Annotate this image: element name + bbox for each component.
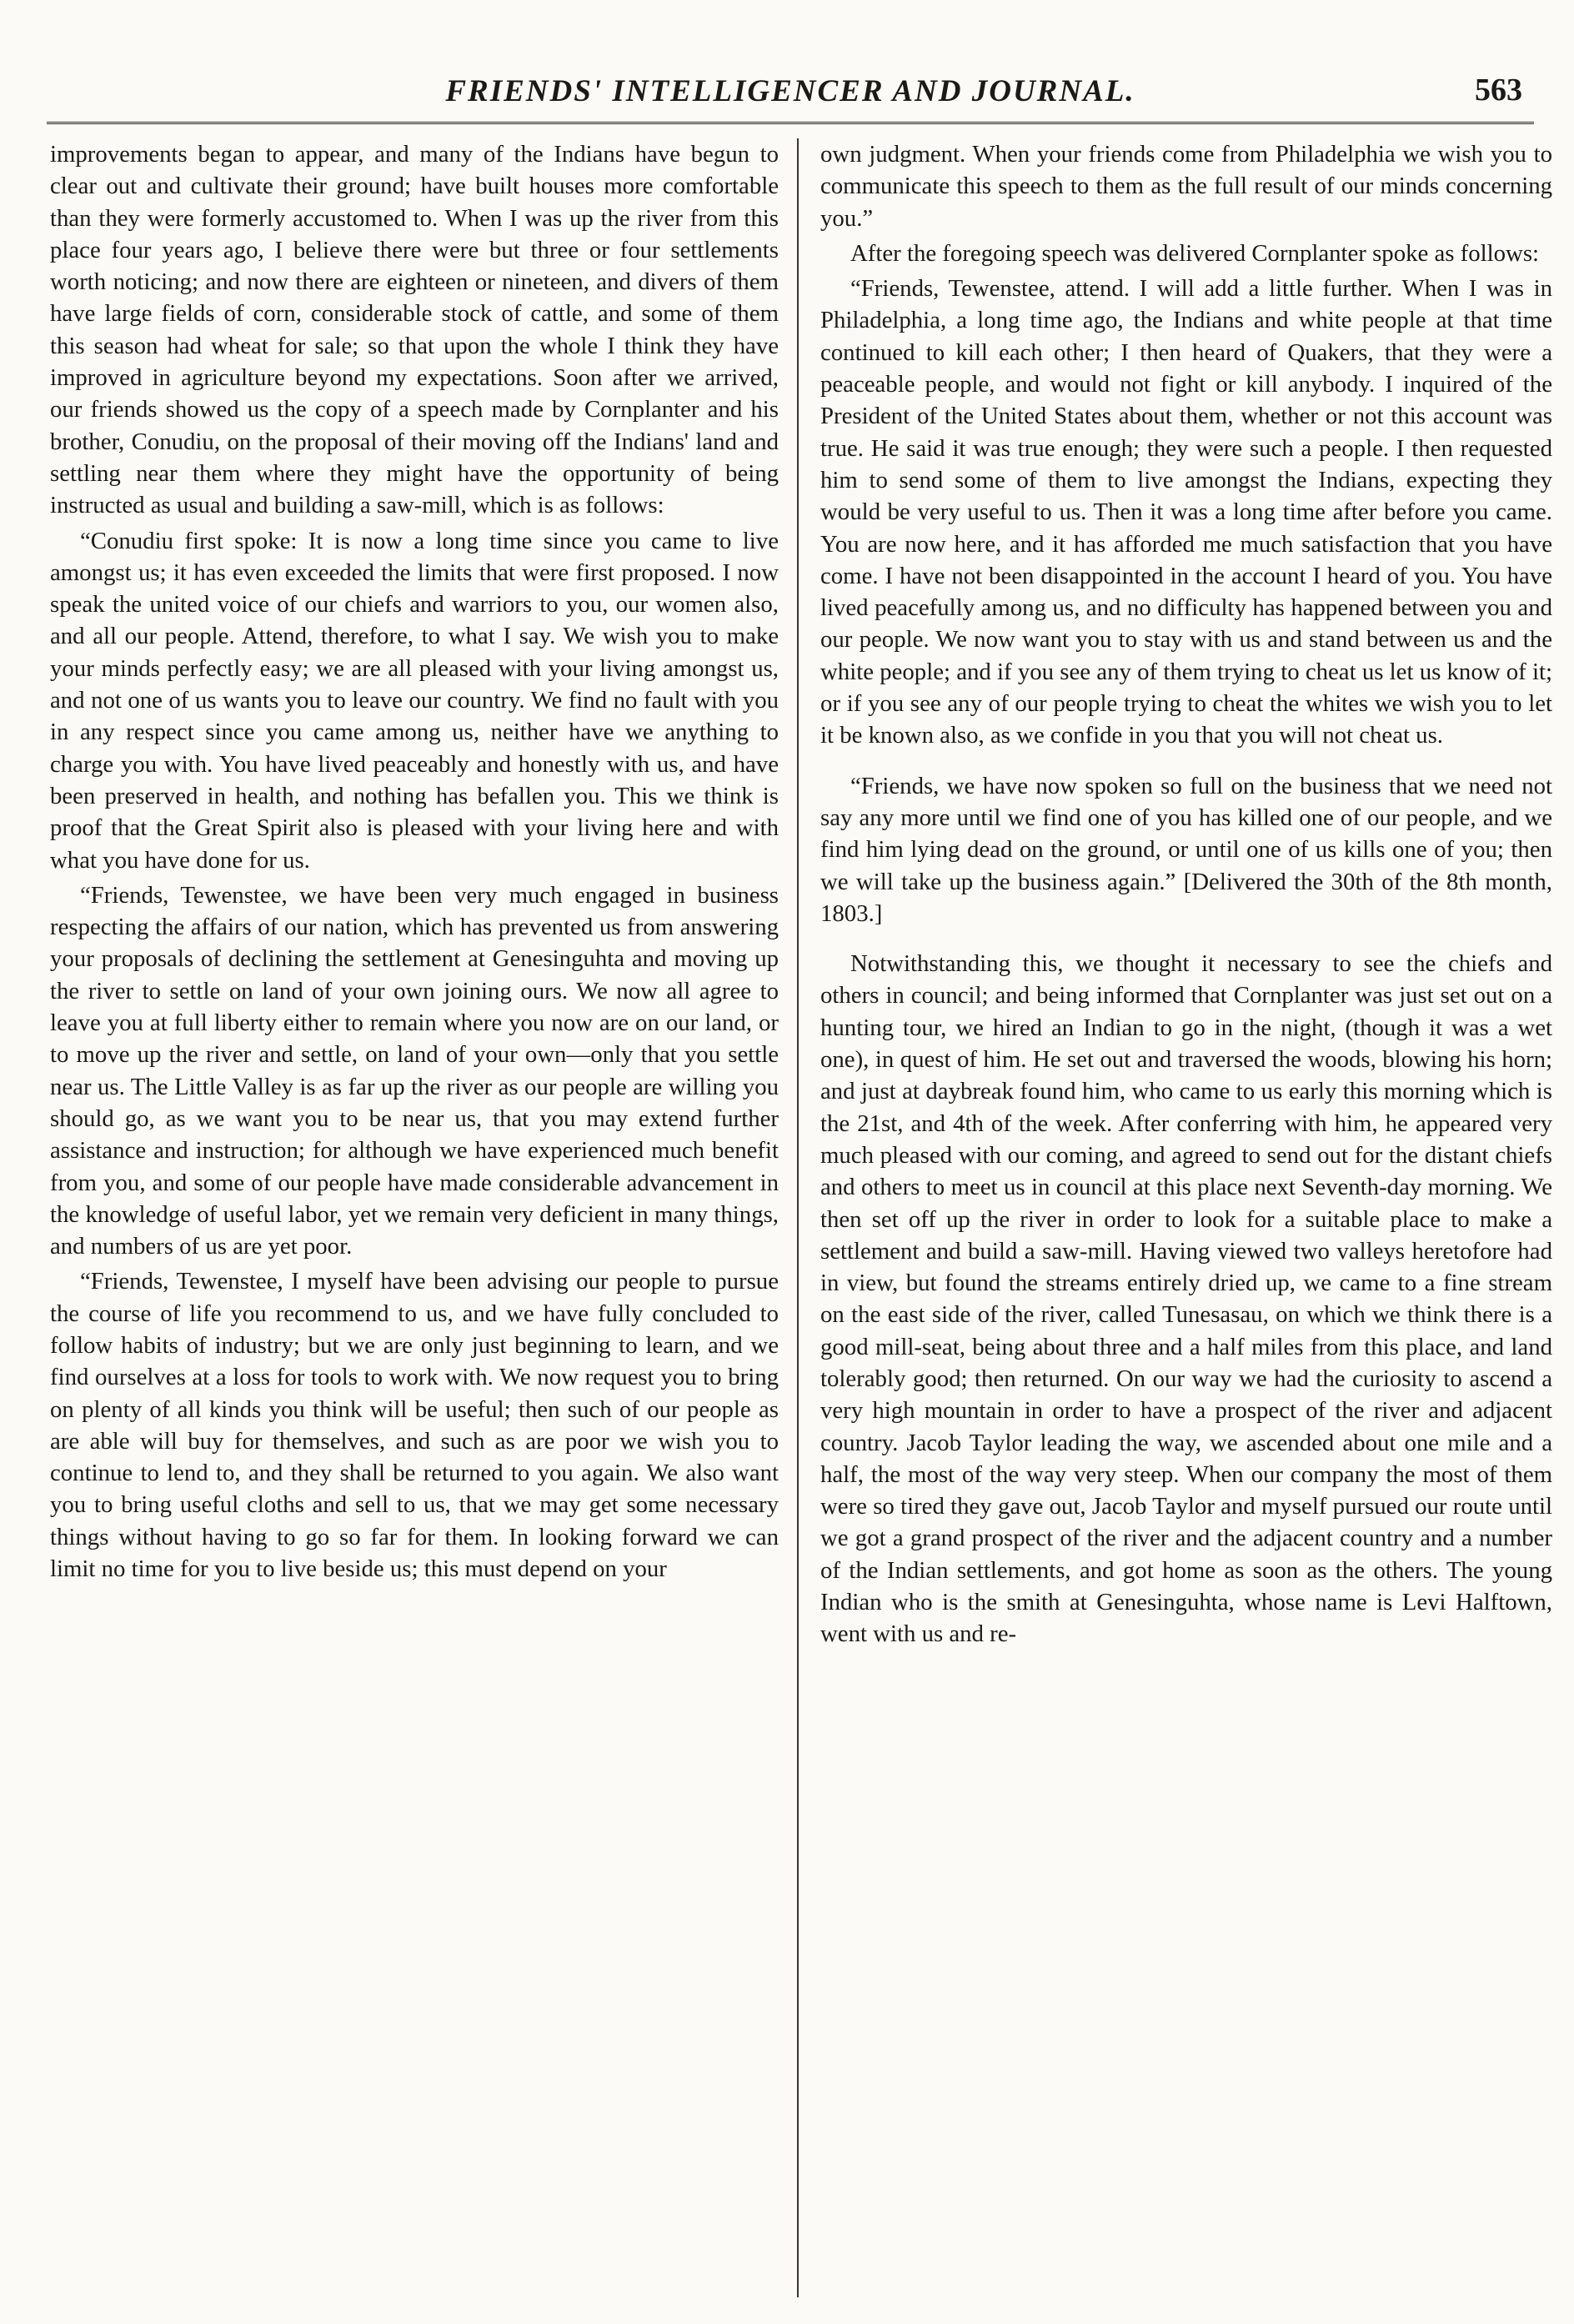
paragraph: “Friends, we have now spoken so full on the business that we need not say any more until we find one of you has killed one of our people, and we find him lying dead on the ground, or until one of us kills one of you; then we will take up the business again.” [Delivered the 30th of the 8th month, 1803.] — [820, 772, 1552, 927]
paragraph: “Friends, Tewenstee, attend. I will add a little further. When I was in Philadelphia, a long time ago, the Indians and white people at that time continued to kill each other; I then heard of Quakers, that they were a peaceable people, and would not fight or kill anybody. I inquired of the President of the United States about them, whether or not this account was true. He said it was true enough; they were such a people. I then requested him to send some of them to live amongst the Indians, expecting they would be very useful to us. Then it was a long time after before you came. You are now here, and it has afforded me much satisfaction that you have come. I have not been disappointed in the account I heard of you. You have lived peacefully among us, and no difficulty has happened between you and our people. We now want you to stay with us and stand between us and the white people; and if you see any of them trying to cheat us let us know of it; or if you see any of our people trying to cheat the whites we wish you to let it be known also, as we confide in you that you will not cheat us. — [820, 275, 1552, 749]
paragraph: “Friends, Tewenstee, we have been very much engaged in business respecting the affairs of our nation, which has prevented us from answering your proposals of declining the settlement at Genesinguhta and moving up the river to settle on land of your own joining ours. We now all agree to leave you at full liberty either to remain where you now are on our land, or to move up the river and settle, on land of your own—only that you settle near us. The Little Valley is as far up the river as our people are willing you should go, as we want you to be near us, that you may extend further assistance and instruction; for although we have experienced much benefit from you, and some of our people have made considerable advancement in the knowledge of useful labor, yet we remain very deficient in many things, and numbers of us are yet poor. — [50, 881, 779, 1260]
column-divider — [797, 138, 799, 2297]
paragraph: “Friends, Tewenstee, I myself have been advising our people to pursue the course of life you recommend to us, and we have fully concluded to follow habits of industry; but we are only just beginning to learn, and we find ourselves at a loss for tools to work with. We now request you to bring on plenty of all kinds you think will be useful; then such of our people as are able will buy for themselves, and such as are poor we wish you to continue to lend to, and they shall be returned to you again. We also want you to bring useful cloths and sell to us, that we may get some necessary things without having to go so far for them. In looking forward we can limit no time for you to live beside us; this must depend on your — [50, 1268, 779, 1583]
page-number: 563 — [1475, 73, 1522, 108]
page-header — [47, 62, 1534, 124]
paragraph: After the foregoing speech was delivered Cornplanter spoke as follows: — [850, 239, 1540, 267]
paragraph: own judgment. When your friends come from Philadelphia we wish you to communicate this speech to them as the full result of our minds concerning you.” — [820, 141, 1552, 232]
right-column — [820, 138, 1552, 2306]
running-title: FRIENDS' INTELLIGENCER AND JOURNAL. — [445, 74, 1135, 108]
paragraph: “Conudiu first spoke: It is now a long time since you came to live amongst us; it has even exceeded the limits that were first proposed. I now speak the united voice of our chiefs and warriors to you, our women also, and all our people. Attend, therefore, to what I say. We wish you to make your minds perfectly easy; we are all pleased with your living amongst us, and not one of us wants you to leave our country. We find no fault with you in any respect since you came among us, neither have we anything to charge you with. You have lived peaceably and honestly with us, and have been preserved in health, and nothing has befallen you. This we think is proof that the Great Spirit also is pleased with your living here and with what you have done for us. — [50, 527, 779, 874]
paragraph: improvements began to appear, and many of the Indians have begun to clear out and cultivate their ground; have built houses more comfortable than they were formerly accustomed to. When I was up the river from this place four years ago, I believe there were but three or four settlements worth noticing; and now there are eighteen or nineteen, and divers of them have large fields of corn, considerable stock of cattle, and some of them this season had wheat for sale; so that upon the whole I think they have improved in agriculture beyond my expectations. Soon after we arrived, our friends showed us the copy of a speech made by Cornplanter and his brother, Conudiu, on the proposal of their moving off the Indians' land and settling near them where they might have the opportunity of being instructed as usual and building a saw-mill, which is as follows: — [50, 141, 779, 519]
left-column — [50, 138, 779, 2306]
paragraph: Notwithstanding this, we thought it necessary to see the chiefs and others in council; and being informed that Cornplanter was just set out on a hunting tour, we hired an Indian to go in the night, (though it was a wet one), in quest of him. He set out and traversed the woods, blowing his horn; and just at daybreak found him, who came to us early this morning which is the 21st, and 4th of the week. After conferring with him, he appeared very much pleased with our coming, and agreed to send out for the distant chiefs and others to meet us in council at this place next Seventh-day morning. We then set off up the river in order to look for a suitable place to make a settlement and build a saw-mill. Having viewed two valleys heretofore had in view, but found the streams entirely dried up, we came to a fine stream on the east side of the river, called Tunesasau, on which we think there is a good mill-seat, being about three and a half miles from this place, and land tolerably good; then returned. On our way we had the curiosity to ascend a very high mountain in order to have a prospect of the river and adjacent country. Jacob Taylor leading the way, we ascended about one mile and a half, the most of the way very steep. When our company the most of them were so tired they gave out, Jacob Taylor and myself pursued our route until we got a grand prospect of the river and the adjacent country and a number of the Indian settlements, and got home as soon as the others. The young Indian who is the smith at Genesinguhta, whose name is Levi Halftown, went with us and re- — [820, 950, 1552, 1648]
